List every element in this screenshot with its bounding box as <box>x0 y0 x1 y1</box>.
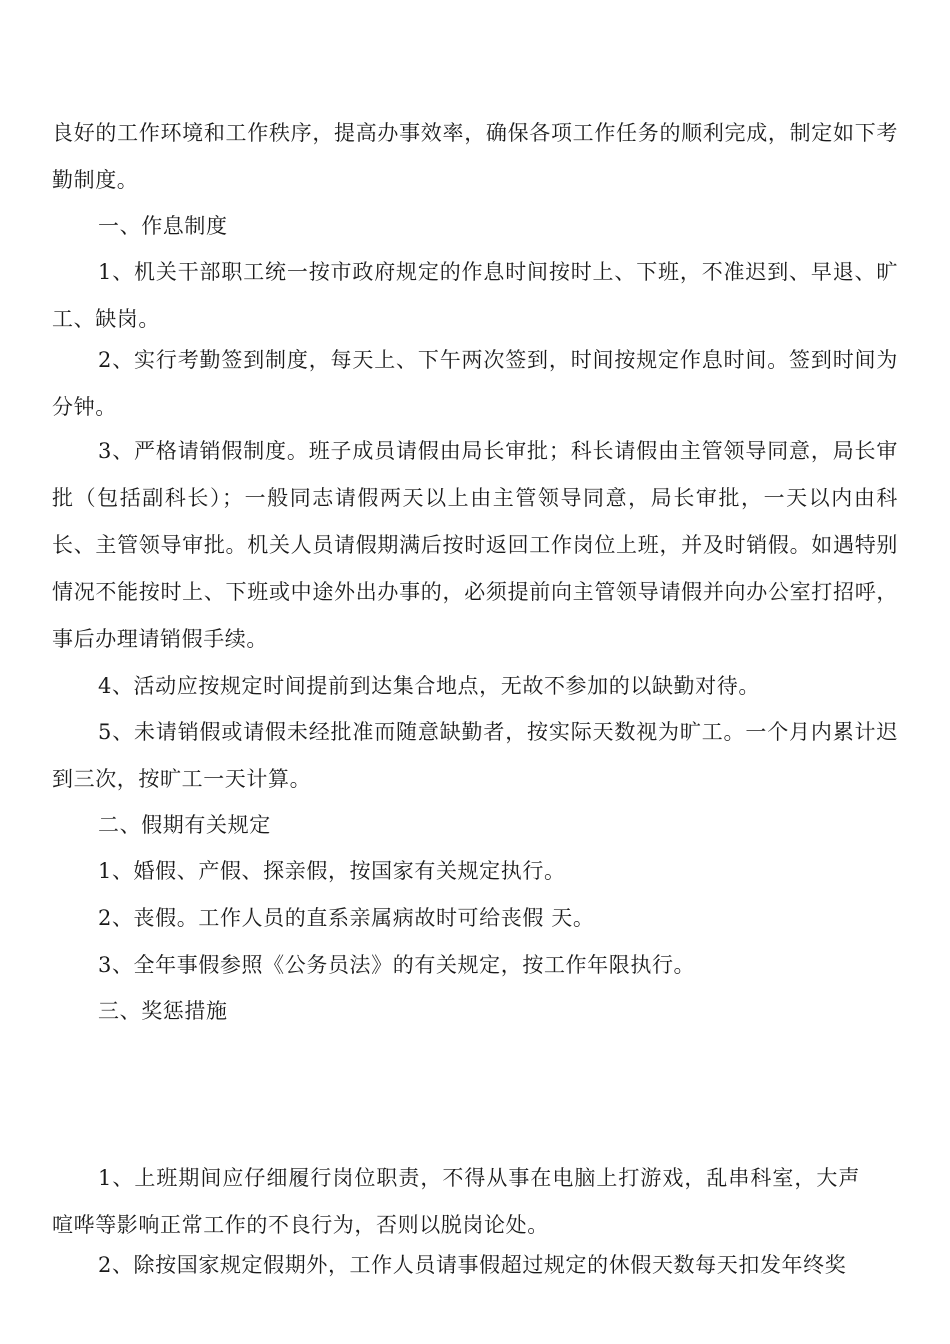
paragraph-rewards-2: 2、除按国家规定假期外，工作人员请事假超过规定的休假天数每天扣发年终奖 <box>98 1253 847 1277</box>
paragraph-leave-1: 1、婚假、产假、探亲假，按国家有关规定执行。 <box>98 859 566 883</box>
paragraph-rewards-1: 1、上班期间应仔细履行岗位职责，不得从事在电脑上打游戏，乱串科室，大声喧哗等影响正常工作的不良行为，否则以脱岗论处。 <box>52 1166 860 1237</box>
paragraph-schedule-4: 4、活动应按规定时间提前到达集合地点，无故不参加的以缺勤对待。 <box>98 674 760 698</box>
paragraph-schedule-5: 5、未请销假或请假未经批准而随意缺勤者，按实际天数视为旷工。一个月内累计迟到三次，按旷工一天计算。 <box>52 720 898 791</box>
section-heading-schedule: 一、作息制度 <box>98 214 228 238</box>
section-heading-rewards: 三、奖惩措施 <box>98 999 228 1023</box>
paragraph-schedule-1: 1、机关干部职工统一按市政府规定的作息时间按时上、下班，不准迟到、早退、旷工、缺岗。 <box>52 260 898 331</box>
intro-paragraph: 良好的工作环境和工作秩序，提高办事效率，确保各项工作任务的顺利完成，制定如下考勤制度。 <box>52 121 898 192</box>
paragraph-leave-2: 2、丧假。工作人员的直系亲属病故时可给丧假 天。 <box>98 906 595 930</box>
paragraph-schedule-2: 2、实行考勤签到制度，每天上、下午两次签到，时间按规定作息时间。签到时间为 分钟。 <box>52 348 898 419</box>
section-heading-leave: 二、假期有关规定 <box>98 813 271 837</box>
paragraph-leave-3: 3、全年事假参照《公务员法》的有关规定，按工作年限执行。 <box>98 953 696 977</box>
paragraph-schedule-3: 3、严格请销假制度。班子成员请假由局长审批；科长请假由主管领导同意，局长审批（包括副科长）；一般同志请假两天以上由主管领导同意，局长审批，一天以内由科长、主管领导审批。机关人员请假期满后按时返回工作岗位上班，并及时销假。如遇特别情况不能按时上、下班或中途外出办事的，必须提前向主管领导请假并向办公室打招呼，事后办理请销假手续。 <box>52 439 898 651</box>
